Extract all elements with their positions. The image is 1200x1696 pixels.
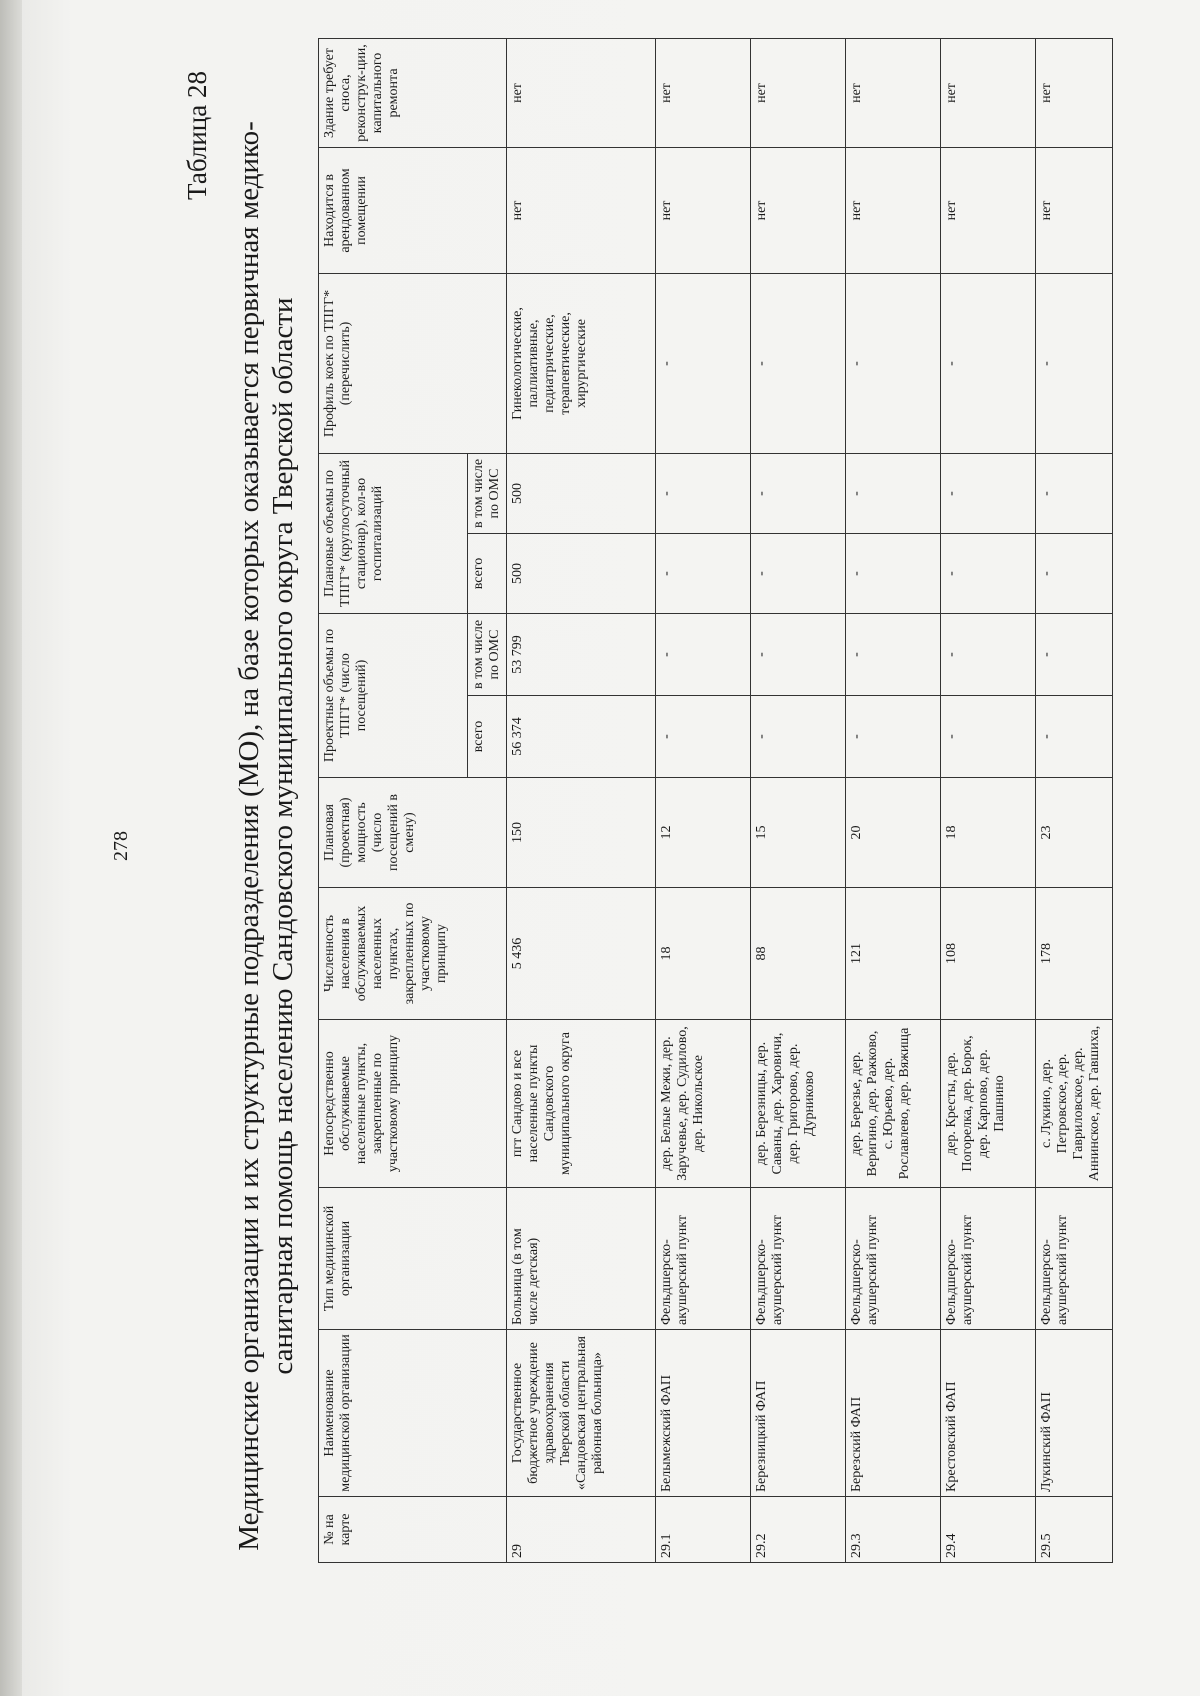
cell-hosp-total: - <box>846 534 941 614</box>
cell-capacity: 15 <box>751 778 846 888</box>
header-type: Тип медицинской организации <box>319 1188 507 1330</box>
header-beds: Профиль коек по ТПГГ* (перечислить) <box>319 273 507 453</box>
subheader-visits-oms: в том числе по ОМС <box>468 614 507 696</box>
page-number: 278 <box>110 831 132 861</box>
cell-hosp-oms: - <box>1036 453 1113 533</box>
table-label: Таблица 28 <box>182 71 212 200</box>
cell-beds: - <box>941 273 1036 453</box>
cell-settlements: с. Лукино, дер. Петровское, дер. Гавриловское, дер. Аннинское, дер. Гавшиха, <box>1036 1020 1113 1188</box>
cell-capacity: 12 <box>656 778 751 888</box>
cell-num: 29.4 <box>941 1497 1036 1563</box>
cell-hosp-oms: - <box>656 453 751 533</box>
cell-rented: нет <box>846 147 941 273</box>
cell-beds: - <box>751 273 846 453</box>
cell-capacity: 20 <box>846 778 941 888</box>
cell-name: Белымежский ФАП <box>656 1330 751 1497</box>
subheader-visits-total: всего <box>468 696 507 778</box>
cell-repair: нет <box>1036 38 1113 147</box>
table-row <box>507 38 656 1562</box>
cell-hosp-oms: - <box>941 453 1036 533</box>
cell-hosp-total: 500 <box>507 534 656 614</box>
cell-type: Фельдшерско-акушерский пункт <box>656 1188 751 1330</box>
cell-visits-total: - <box>751 696 846 778</box>
header-name: Наименование медицинской организации <box>319 1330 507 1497</box>
cell-repair: нет <box>846 38 941 147</box>
cell-visits-total: - <box>941 696 1036 778</box>
cell-name: Крестовский ФАП <box>941 1330 1036 1497</box>
header-row <box>319 38 468 1562</box>
cell-repair: нет <box>507 38 656 147</box>
cell-visits-total: - <box>846 696 941 778</box>
subheader-hosp-total: всего <box>468 534 507 614</box>
cell-settlements: пгт Сандово и все населенные пункты Сандовского муниципального округа <box>507 1020 656 1188</box>
cell-visits-total: - <box>656 696 751 778</box>
cell-rented: нет <box>941 147 1036 273</box>
cell-rented: нет <box>507 147 656 273</box>
cell-population: 5 436 <box>507 888 656 1020</box>
cell-settlements: дер. Березницы, дер. Саваны, дер. Харовичи, дер. Григорово, дер. Дурниково <box>751 1020 846 1188</box>
cell-num: 29 <box>507 1497 656 1563</box>
cell-beds: - <box>656 273 751 453</box>
cell-name: Лукинский ФАП <box>1036 1330 1113 1497</box>
cell-name: Березницкий ФАП <box>751 1330 846 1497</box>
cell-visits-oms: - <box>656 614 751 696</box>
cell-type: Фельдшерско-акушерский пункт <box>1036 1188 1113 1330</box>
cell-settlements: дер. Белые Межи, дер. Заручевье, дер. Судилово, дер. Никольское <box>656 1020 751 1188</box>
table-row <box>1036 38 1113 1562</box>
cell-hosp-oms: - <box>751 453 846 533</box>
cell-rented: нет <box>1036 147 1113 273</box>
cell-population: 108 <box>941 888 1036 1020</box>
cell-visits-oms: - <box>941 614 1036 696</box>
header-repair: Здание требует сноса, реконструк-ции, капитального ремонта <box>319 38 507 147</box>
cell-visits-oms: - <box>846 614 941 696</box>
cell-num: 29.2 <box>751 1497 846 1563</box>
cell-hosp-total: - <box>656 534 751 614</box>
header-num: № на карте <box>319 1497 507 1563</box>
cell-visits-total: 56 374 <box>507 696 656 778</box>
cell-hosp-oms: 500 <box>507 453 656 533</box>
table-row <box>751 38 846 1562</box>
table-row <box>656 38 751 1562</box>
header-settlements: Непосредственно обслуживаемые населенные пункты, закрепленные по участковому принципу <box>319 1020 507 1188</box>
cell-repair: нет <box>656 38 751 147</box>
cell-type: Фельдшерско-акушерский пункт <box>751 1188 846 1330</box>
cell-type: Фельдшерско-акушерский пункт <box>846 1188 941 1330</box>
cell-rented: нет <box>656 147 751 273</box>
cell-settlements: дер. Березье, дер. Веригино, дер. Ражково, с. Юрьево, дер. Рославлево, дер. Вяжища <box>846 1020 941 1188</box>
cell-type: Фельдшерско-акушерский пункт <box>941 1188 1036 1330</box>
cell-population: 121 <box>846 888 941 1020</box>
table-row <box>941 38 1036 1562</box>
cell-population: 178 <box>1036 888 1113 1020</box>
cell-num: 29.5 <box>1036 1497 1113 1563</box>
cell-population: 88 <box>751 888 846 1020</box>
header-capacity: Плановая (проектная) мощность (число посещений в смену) <box>319 778 507 888</box>
cell-repair: нет <box>941 38 1036 147</box>
title-line-1: Медицинские организации и их структурные подразделения (МО), на базе которых оказывается первичная медико- <box>233 121 265 1551</box>
cell-beds: - <box>846 273 941 453</box>
cell-hosp-total: - <box>1036 534 1113 614</box>
title-line-2: санитарная помощь населению Сандовского муниципального округа Тверской области <box>267 297 299 1375</box>
subheader-hosp-oms: в том числе по ОМС <box>468 453 507 533</box>
cell-visits-total: - <box>1036 696 1113 778</box>
header-visits: Проектные объемы по ТПГГ* (число посещений) <box>319 614 468 778</box>
cell-capacity: 150 <box>507 778 656 888</box>
cell-beds: Гинекологические, паллиативные, педиатрические, терапевтические, хирургические <box>507 273 656 453</box>
cell-num: 29.3 <box>846 1497 941 1563</box>
header-rented: Находится в арендованном помещении <box>319 147 507 273</box>
cell-num: 29.1 <box>656 1497 751 1563</box>
cell-hosp-total: - <box>751 534 846 614</box>
header-population: Численность населения в обслуживаемых населенных пунктах, закрепленных по участковому принципу <box>319 888 507 1020</box>
document-title <box>232 86 300 1586</box>
cell-capacity: 18 <box>941 778 1036 888</box>
cell-repair: нет <box>751 38 846 147</box>
table-row <box>846 38 941 1562</box>
cell-capacity: 23 <box>1036 778 1113 888</box>
medical-organizations-table <box>318 38 1113 1563</box>
cell-visits-oms: - <box>751 614 846 696</box>
cell-hosp-oms: - <box>846 453 941 533</box>
cell-settlements: дер. Кресты, дер. Погорелка, дер. Борок, дер. Карпово, дер. Пашнино <box>941 1020 1036 1188</box>
cell-visits-oms: - <box>1036 614 1113 696</box>
cell-type: Больница (в том числе детская) <box>507 1188 656 1330</box>
cell-rented: нет <box>751 147 846 273</box>
cell-name: Государственное бюджетное учреждение здравоохранения Тверской области «Сандовская центральная районная больница» <box>507 1330 656 1497</box>
cell-population: 18 <box>656 888 751 1020</box>
cell-visits-oms: 53 799 <box>507 614 656 696</box>
cell-hosp-total: - <box>941 534 1036 614</box>
header-hospitalizations: Плановые объемы по ТПГГ* (круглосуточный стационар), кол-во госпитализаций <box>319 453 468 613</box>
cell-name: Березский ФАП <box>846 1330 941 1497</box>
cell-beds: - <box>1036 273 1113 453</box>
